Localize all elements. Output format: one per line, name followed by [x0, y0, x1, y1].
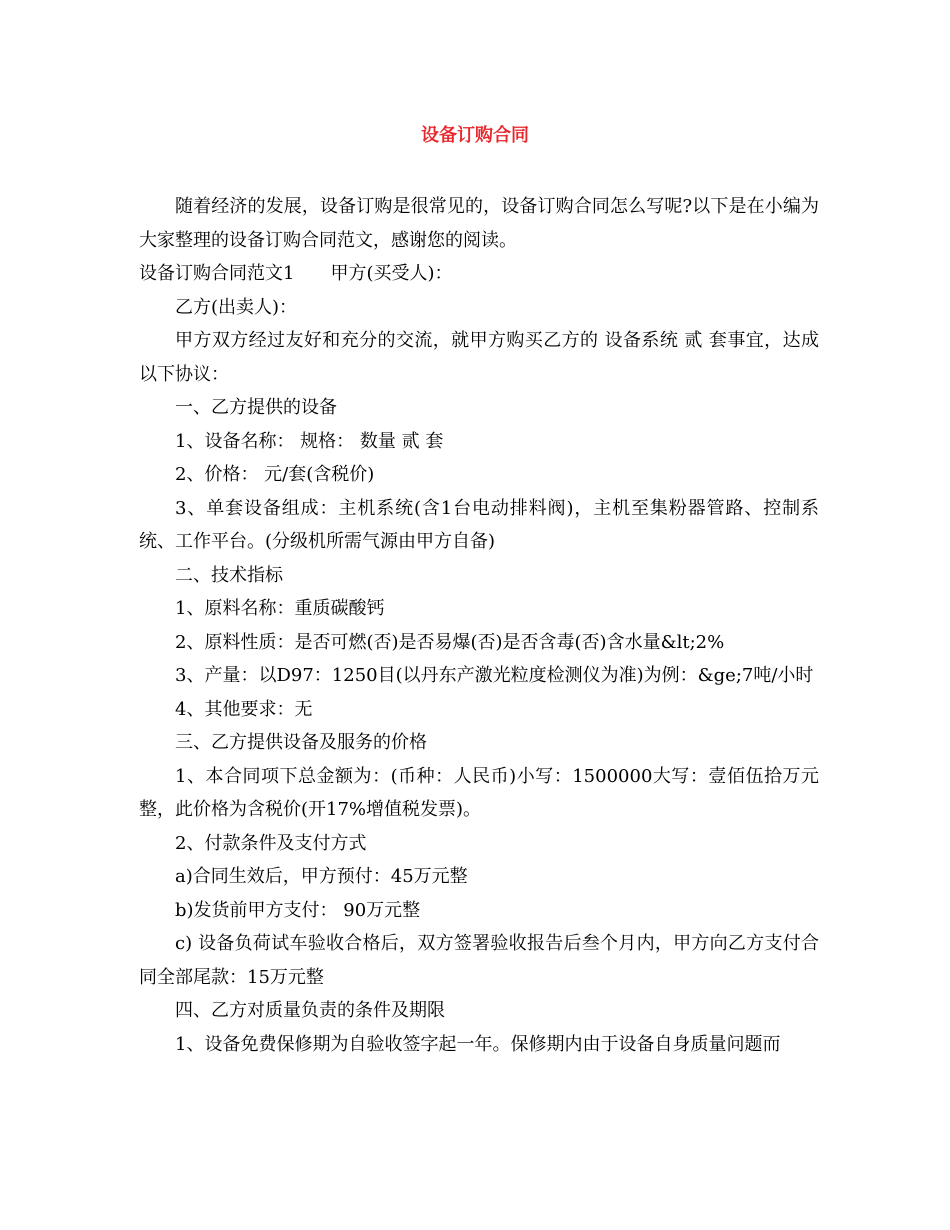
paragraph: 3、单套设备组成：主机系统(含1台电动排料阀)，主机至集粉器管路、控制系统、工作平台。(分级机所需气源由甲方自备) [139, 497, 819, 552]
paragraph: a)合同生效后，甲方预付：45万元整 [175, 866, 468, 887]
paragraph: 乙方(出卖人)： [175, 296, 298, 318]
document-body [139, 190, 819, 1061]
paragraph: 随着经济的发展，设备订购是很常见的，设备订购合同怎么写呢?以下是在小编为大家整理的设备订购合同范文，感谢您的阅读。 [139, 196, 819, 251]
paragraph: 2、原料性质：是否可燃(否)是否易爆(否)是否含毒(否)含水量&lt;2% [175, 631, 725, 653]
paragraph: 3、产量：以D97：1250目(以丹东产激光粒度检测仪为准)为例：&ge;7吨/小时 [175, 665, 814, 686]
paragraph: 1、设备免费保修期为自验收签字起一年。保修期内由于设备自身质量问题而 [175, 1033, 781, 1055]
paragraph: 1、本合同项下总金额为：(币种：人民币)小写：1500000大写：壹佰伍拾万元整，此价格为含税价(开17%增值税发票)。 [139, 765, 819, 820]
paragraph: 1、设备名称： 规格： 数量 贰 套 [175, 430, 444, 452]
document-title: 设备订购合同 [421, 125, 529, 146]
paragraph: 1、原料名称：重质碳酸钙 [175, 598, 385, 619]
paragraph: 甲方双方经过友好和充分的交流，就甲方购买乙方的 设备系统 贰 套事宜，达成以下协议： [139, 330, 819, 385]
paragraph: b)发货前甲方支付： 90万元整 [175, 899, 421, 921]
paragraph: 设备订购合同范文1 甲方(买受人)： [139, 263, 453, 284]
section-heading: 一、乙方提供的设备 [175, 397, 337, 418]
paragraph: 2、付款条件及支付方式 [175, 832, 367, 854]
section-heading: 二、技术指标 [175, 564, 283, 586]
section-heading: 三、乙方提供设备及服务的价格 [175, 732, 427, 753]
paragraph: c) 设备负荷试车验收合格后，双方签署验收报告后叁个月内，甲方向乙方支付合同全部尾款：15万元整 [139, 933, 819, 988]
section-heading: 四、乙方对质量负责的条件及期限 [175, 1000, 445, 1021]
paragraph: 4、其他要求：无 [175, 698, 313, 720]
paragraph: 2、价格： 元/套(含税价) [175, 464, 375, 485]
